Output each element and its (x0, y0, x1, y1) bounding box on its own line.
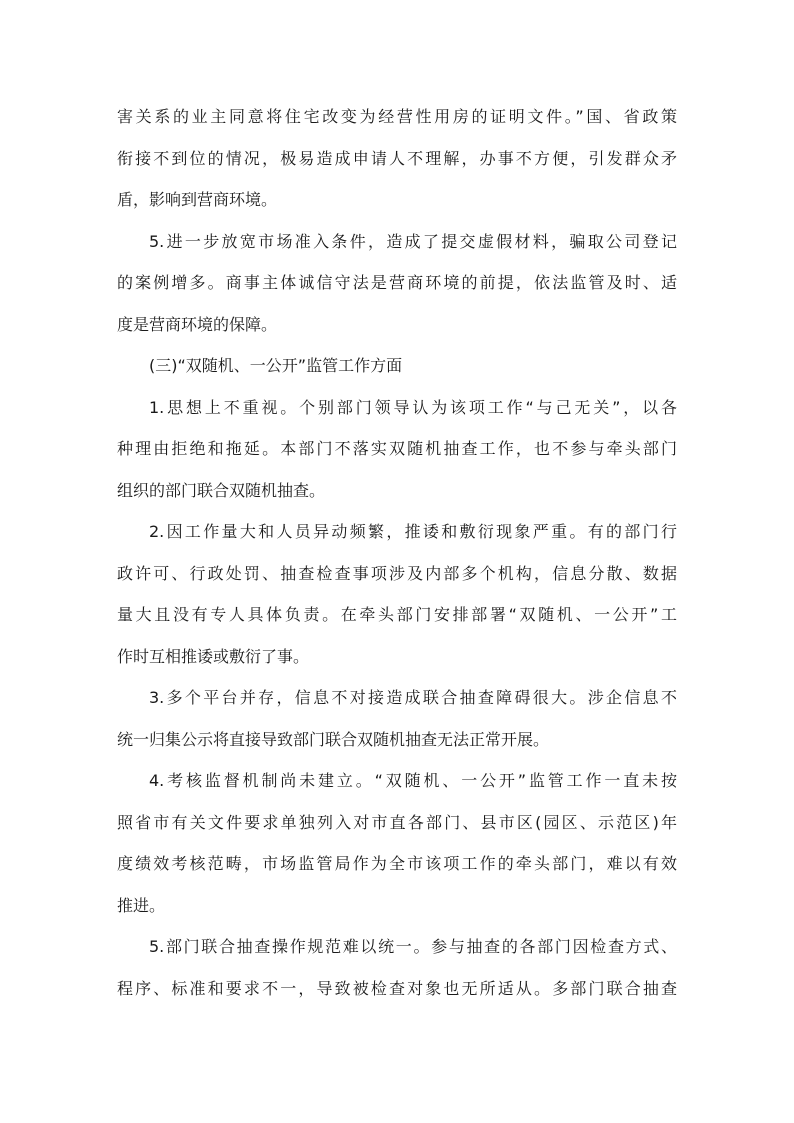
text-line: 量大且没有专人具体负责。在牵头部门安排部署“双随机、一公开”工 (117, 605, 677, 624)
text-line: 3.多个平台并存，信息不对接造成联合抽查障碍很大。涉企信息不 (149, 688, 677, 707)
section-heading (117, 345, 677, 387)
paragraph-item-2 (117, 511, 677, 677)
section-heading-text: (三)“双随机、一公开”监管工作方面 (149, 356, 403, 375)
text-line: 统一归集公示将直接导致部门联合双随机抽查无法正常开展。 (117, 729, 550, 749)
text-line: 作时互相推诿或敷衍了事。 (117, 646, 310, 666)
paragraph-item-3 (117, 677, 677, 760)
paragraph-item-5-market-access (117, 221, 677, 346)
text-line: 度绩效考核范畴，市场监管局作为全市该项工作的牵头部门，难以有效 (117, 854, 677, 873)
paragraph-item-5-joint-inspection (117, 926, 677, 1009)
document-body (117, 96, 677, 1009)
text-line: 推进。 (117, 895, 166, 915)
text-line: 政许可、行政处罚、抽查检查事项涉及内部多个机构，信息分散、数据 (117, 563, 677, 583)
paragraph-continuation (117, 96, 677, 221)
text-line: 1.思想上不重视。个别部门领导认为该项工作“与己无关”，以各 (149, 397, 677, 417)
text-line: 5.部门联合抽查操作规范难以统一。参与抽查的各部门因检查方式、 (149, 937, 677, 956)
text-line: 5.进一步放宽市场准入条件，造成了提交虚假材料，骗取公司登记 (149, 231, 677, 251)
text-line: 衔接不到位的情况，极易造成申请人不理解，办事不方便，引发群众矛 (117, 148, 677, 168)
text-line: 种理由拒绝和拖延。本部门不落实双随机抽查工作，也不参与牵头部门 (117, 439, 677, 458)
text-line: 照省市有关文件要求单独列入对市直各部门、县市区(园区、示范区)年 (117, 812, 677, 832)
text-line: 组织的部门联合双随机抽查。 (117, 480, 326, 500)
paragraph-item-1 (117, 387, 677, 512)
text-line: 害关系的业主同意将住宅改变为经营性用房的证明文件。”国、省政策 (117, 107, 677, 126)
text-line: 4.考核监督机制尚未建立。“双随机、一公开”监管工作一直未按 (149, 771, 677, 790)
text-line: 程序、标准和要求不一，导致被检查对象也无所适从。多部门联合抽查 (117, 978, 677, 998)
text-line: 度是营商环境的保障。 (117, 314, 278, 334)
paragraph-item-4 (117, 760, 677, 926)
text-line: 的案例增多。商事主体诚信守法是营商环境的前提，依法监管及时、适 (117, 273, 677, 292)
text-line: 盾，影响到营商环境。 (117, 190, 278, 209)
text-line: 2.因工作量大和人员异动频繁，推诿和敷衍现象严重。有的部门行 (149, 522, 677, 541)
